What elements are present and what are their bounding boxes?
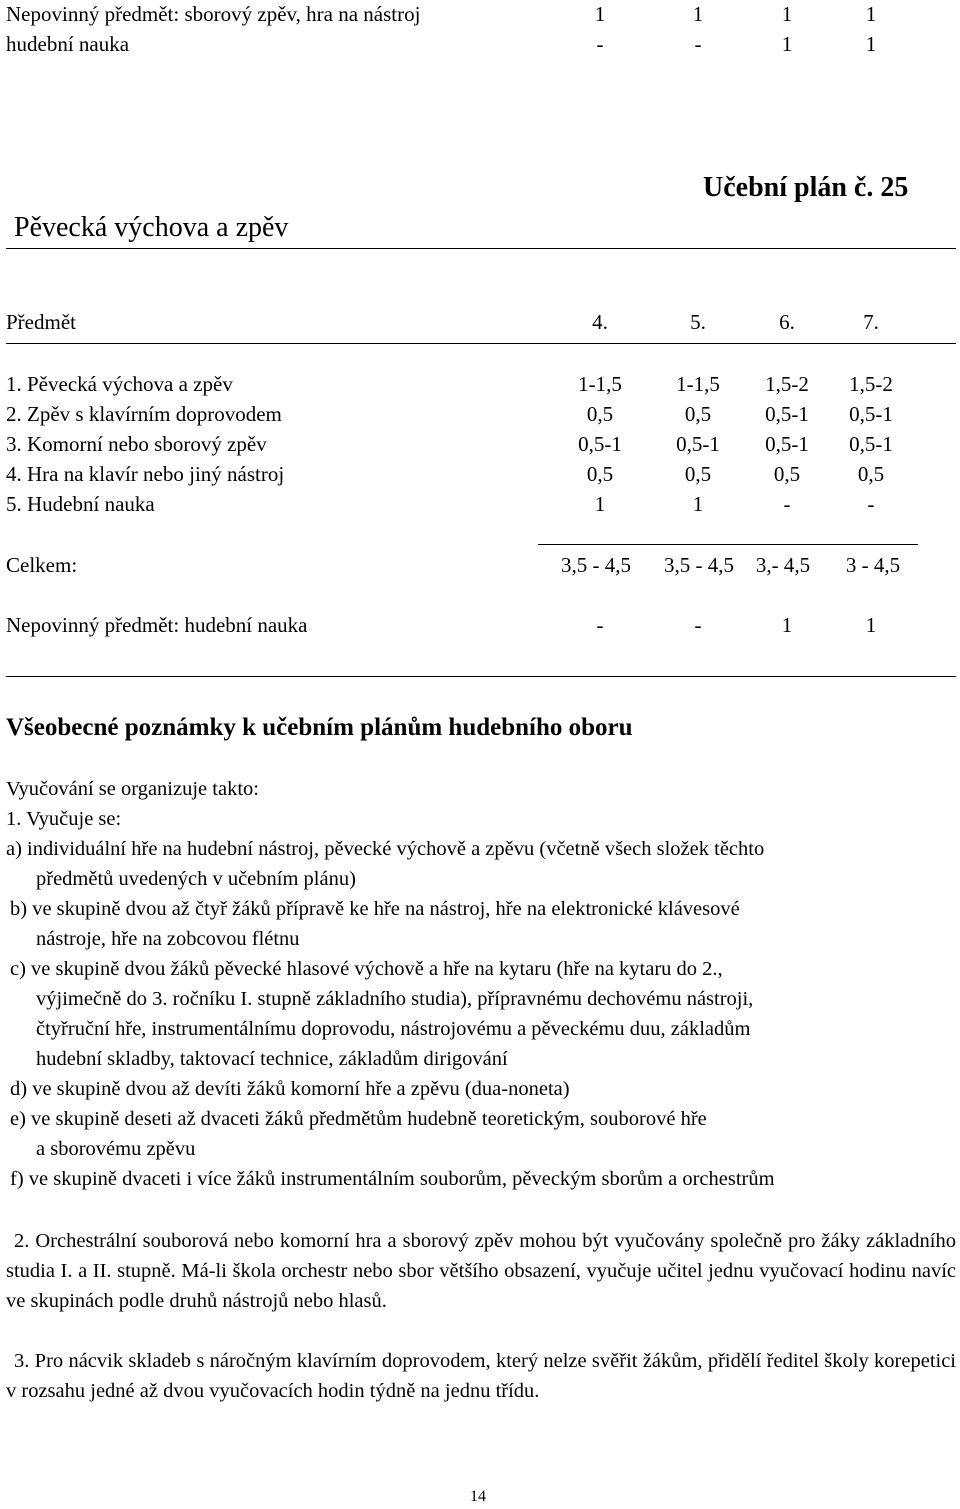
top-row-1-value: 1: [594, 2, 606, 26]
note-item-b: b) ve skupině dvou až čtyř žáků přípravě ke hře na nástroj, hře na elektronické klávesové: [10, 898, 740, 920]
note-item-c: c) ve skupině dvou žáků pěvecké hlasové výchově a hře na kytaru (hře na kytaru do 2.,: [10, 958, 723, 980]
plan-title: Pěvecká výchova a zpěv: [14, 212, 289, 243]
optional-label: Nepovinný předmět: hudební nauka: [6, 613, 308, 637]
subject-label: 5. Hudební nauka: [6, 492, 155, 516]
subject-hours: -: [867, 492, 875, 516]
subject-hours: 0,5: [586, 462, 614, 486]
optional-value: 1: [781, 613, 793, 637]
subject-hours: 1: [692, 492, 704, 516]
subject-hours: 1: [594, 492, 606, 516]
subject-hours: 0,5-1: [849, 432, 893, 456]
title-divider: [6, 248, 956, 249]
subject-hours: 0,5-1: [765, 432, 809, 456]
subject-hours: 0,5-1: [676, 432, 720, 456]
subject-hours: 1,5-2: [765, 372, 809, 396]
notes-intro: Vyučování se organizuje takto:: [6, 778, 259, 800]
notes-point-3: 3. Pro nácvik skladeb s náročným klavírním doprovodem, který nelze svěřit žákům, přidělí ředitel školy korepetici v rozsahu jedné až dvou vyučovacích hodin týdně na jednu třídu.: [6, 1350, 956, 1402]
subject-hours: 0,5-1: [849, 402, 893, 426]
total-value: 3 - 4,5: [845, 553, 901, 577]
note-item-c-cont: hudební skladby, taktovací technice, základům dirigování: [36, 1048, 508, 1070]
grade-header: 7.: [863, 310, 879, 334]
top-row-1-value: 1: [692, 2, 704, 26]
header-divider: [6, 343, 956, 344]
top-row-1-value: 1: [781, 2, 793, 26]
top-row-2-label: hudební nauka: [6, 32, 130, 56]
total-value: 3,- 4,5: [755, 553, 811, 577]
subject-hours: 0,5: [773, 462, 801, 486]
grade-header: 4.: [592, 310, 608, 334]
note-item-b-cont: nástroje, hře na zobcovou flétnu: [36, 928, 300, 950]
subject-hours: 1-1,5: [578, 372, 622, 396]
notes-heading: Všeobecné poznámky k učebním plánům hudebního oboru: [6, 714, 633, 741]
subject-header: Předmět: [6, 310, 76, 334]
grade-header: 5.: [690, 310, 706, 334]
subject-hours: 0,5-1: [765, 402, 809, 426]
optional-value: 1: [865, 613, 877, 637]
subject-hours: 0,5: [684, 462, 712, 486]
subject-hours: 0,5: [857, 462, 885, 486]
grade-header: 6.: [779, 310, 795, 334]
note-item-c-cont: čtyřruční hře, instrumentálnímu doprovodu, nástrojovému a pěveckému duu, základům: [36, 1018, 751, 1040]
note-item-a: a) individuální hře na hudební nástroj, pěvecké výchově a zpěvu (včetně všech složek těchto: [6, 838, 765, 860]
notes-point-2: 2. Orchestrální souborová nebo komorní hra a sborový zpěv mohou být vyučovány společně pro žáky základního studia I. a II. stupně. Má-li škola orchestr nebo sbor většího obsazení, vyučuje učitel jednu vyučovací hodinu navíc ve skupinách podle druhů nástrojů nebo hlasů.: [6, 1230, 956, 1312]
top-row-1-value: 1: [865, 2, 877, 26]
subject-label: 1. Pěvecká výchova a zpěv: [6, 372, 233, 396]
optional-value: -: [596, 613, 604, 637]
subject-label: 4. Hra na klavír nebo jiný nástroj: [6, 462, 285, 486]
section-divider: [6, 676, 956, 677]
total-value: 3,5 - 4,5: [561, 553, 631, 577]
note-item-d: d) ve skupině dvou až devíti žáků komorní hře a zpěvu (dua-noneta): [10, 1078, 570, 1100]
page-number: 14: [470, 1488, 486, 1505]
note-item-f: f) ve skupině dvaceti i více žáků instrumentálním souborům, pěveckým sborům a orchestrům: [10, 1168, 775, 1190]
subject-label: 2. Zpěv s klavírním doprovodem: [6, 402, 282, 426]
total-rule: [538, 544, 918, 545]
note-item-a-cont: předmětů uvedených v učebním plánu): [36, 868, 356, 890]
subject-hours: 0,5: [684, 402, 712, 426]
note-item-c-cont: výjimečně do 3. ročníku I. stupně základního studia), přípravnému dechovému nástroji,: [36, 988, 754, 1010]
subject-hours: 0,5-1: [578, 432, 622, 456]
subject-hours: 1-1,5: [676, 372, 720, 396]
plan-number: Učební plán č. 25: [703, 172, 909, 203]
optional-value: -: [694, 613, 702, 637]
top-row-2-value: 1: [781, 32, 793, 56]
subject-label: 3. Komorní nebo sborový zpěv: [6, 432, 267, 456]
subject-hours: -: [783, 492, 791, 516]
total-label: Celkem:: [6, 553, 78, 577]
subject-hours: 1,5-2: [849, 372, 893, 396]
top-row-1-label: Nepovinný předmět: sborový zpěv, hra na nástroj: [6, 2, 421, 26]
notes-point-1: 1. Vyučuje se:: [6, 808, 122, 830]
top-row-2-value: 1: [865, 32, 877, 56]
top-row-2-value: -: [694, 32, 702, 56]
top-row-2-value: -: [596, 32, 604, 56]
note-item-e: e) ve skupině deseti až dvaceti žáků předmětům hudebně teoretickým, souborové hře: [10, 1108, 707, 1130]
total-value: 3,5 - 4,5: [664, 553, 734, 577]
note-item-e-cont: a sborovému zpěvu: [36, 1138, 196, 1160]
subject-hours: 0,5: [586, 402, 614, 426]
